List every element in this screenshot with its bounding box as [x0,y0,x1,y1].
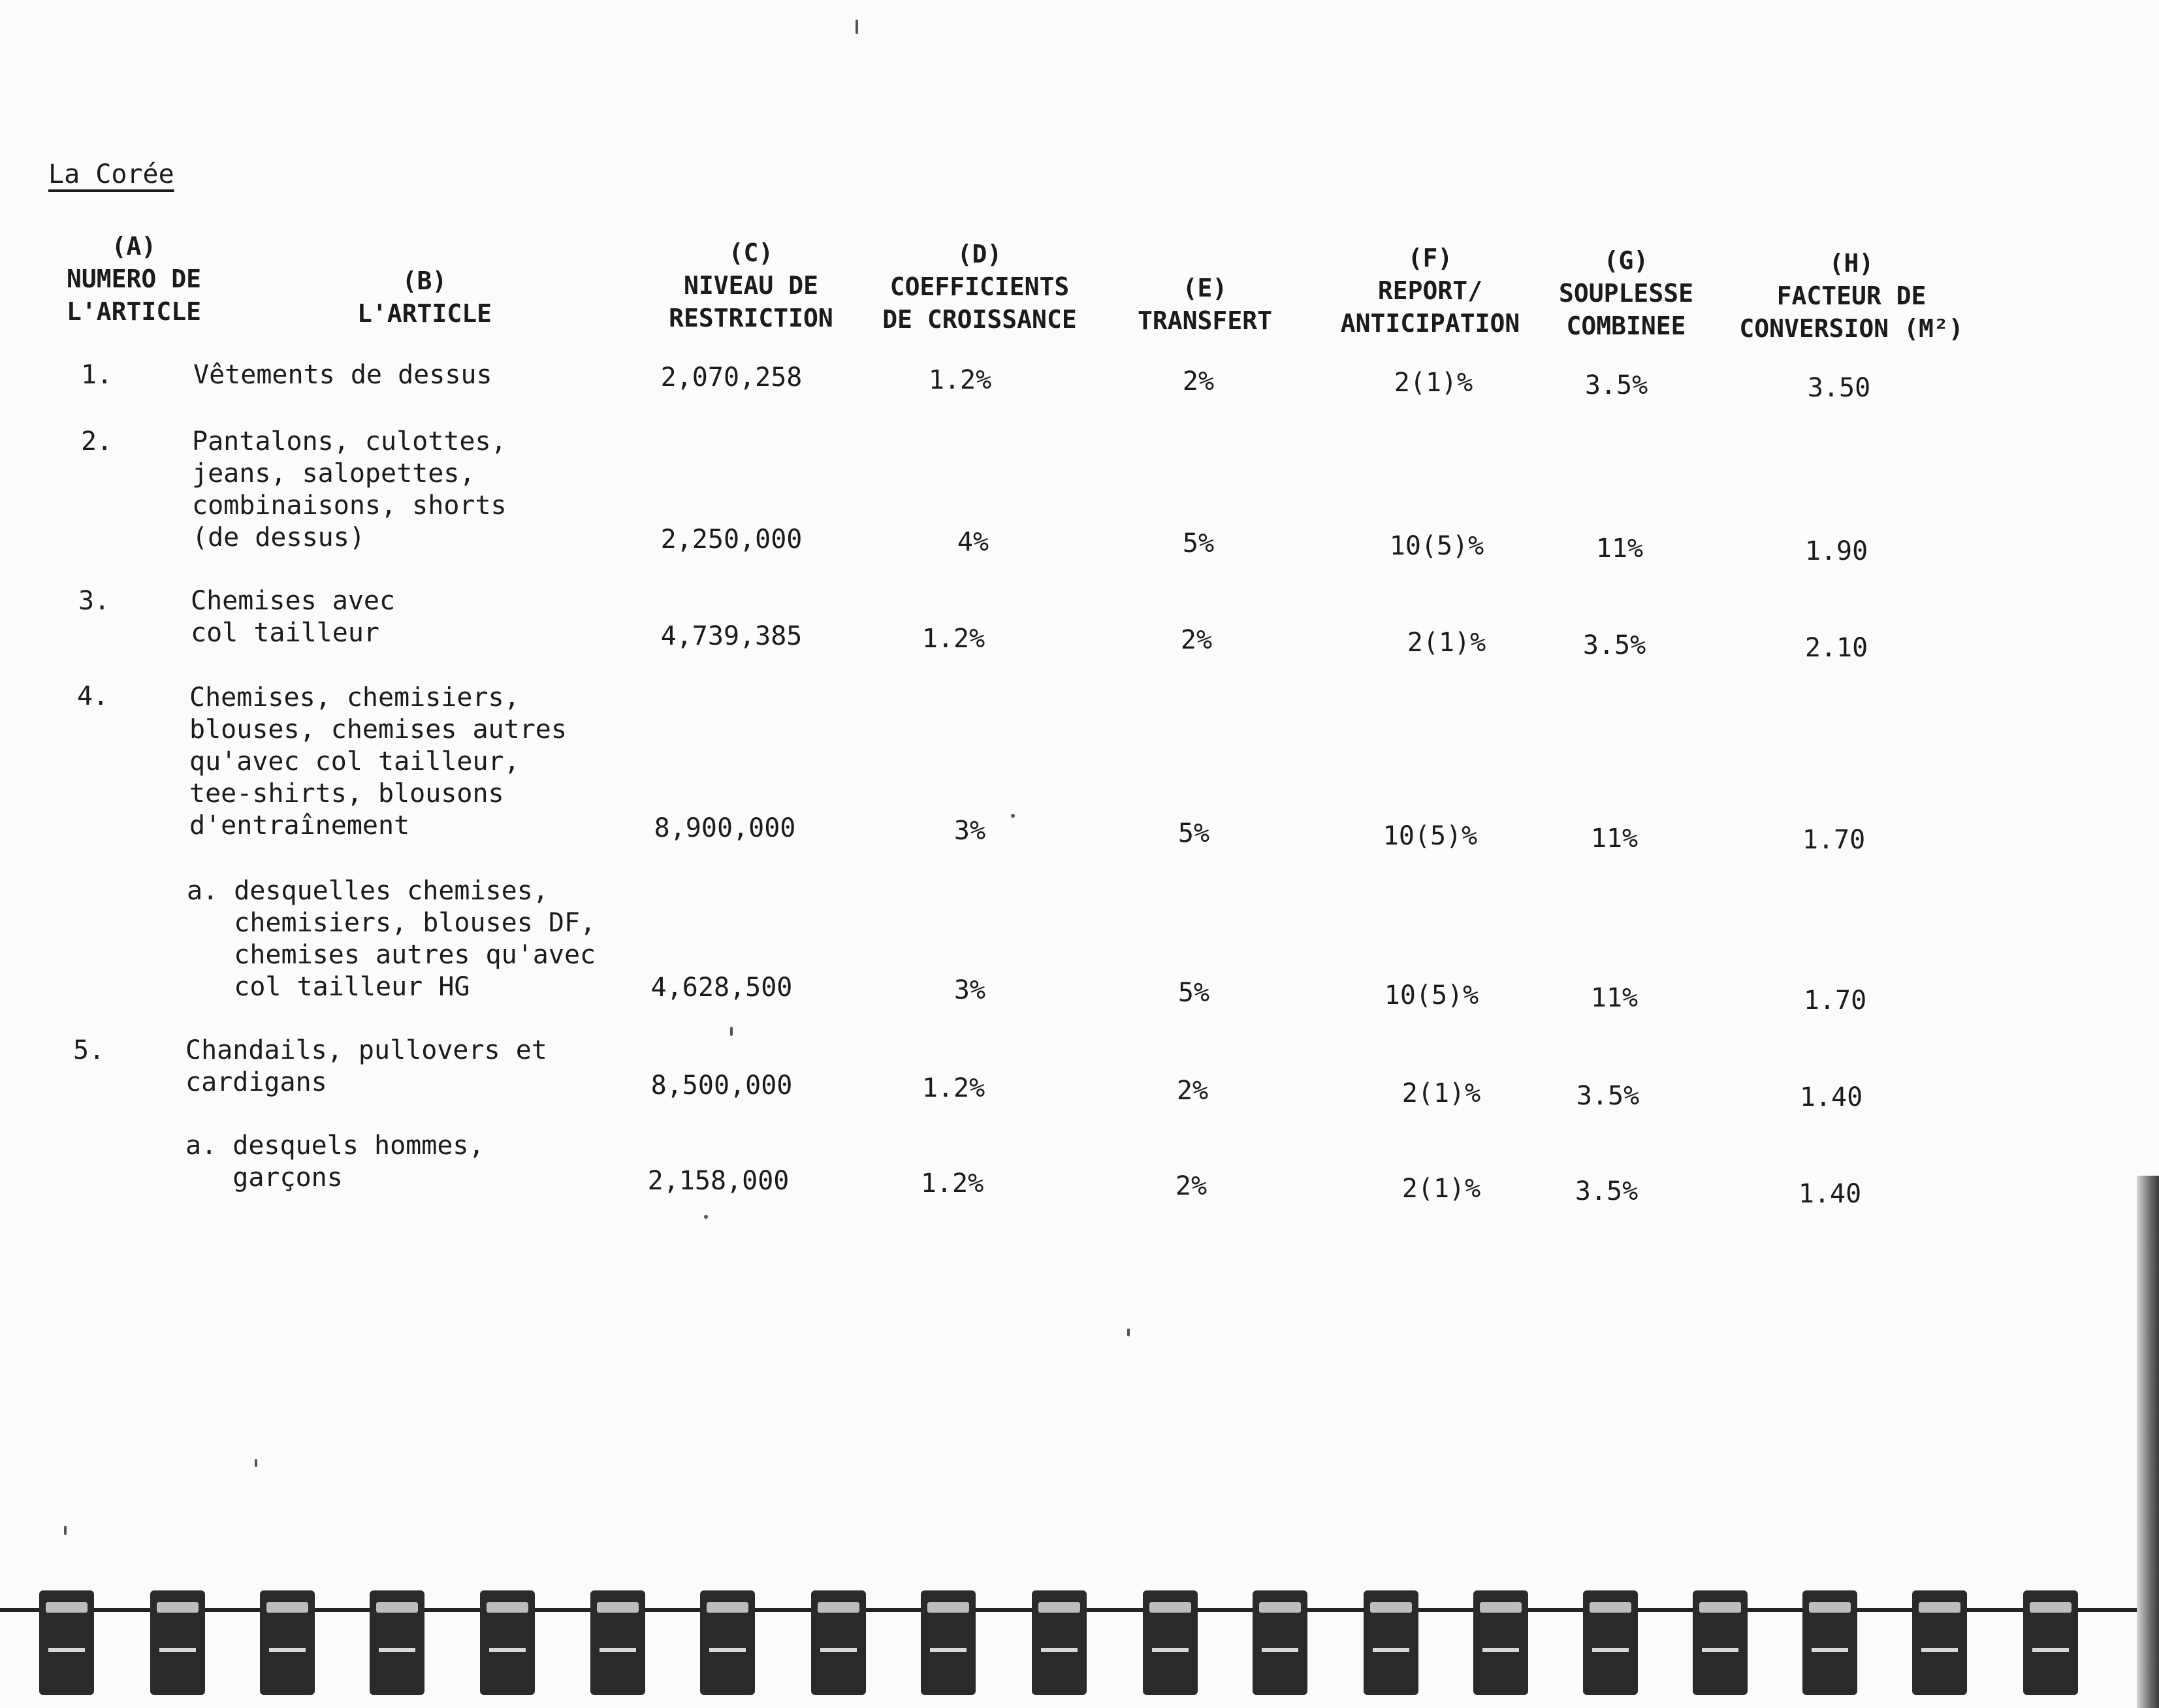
header-col-g-line2: COMBINEE [1566,312,1686,340]
binding-ring [1143,1590,1198,1695]
binding-ring [921,1590,976,1695]
header-col-d-line1: COEFFICIENTS [889,272,1070,301]
row-3-report: 2(1)% [1407,628,1486,658]
header-col-d [862,238,1097,336]
row-5-number: 5. [73,1035,105,1065]
row-2-souplesse: 11% [1595,534,1644,564]
row-4-report: 10(5)% [1383,821,1478,851]
scan-speck [856,20,858,34]
scan-speck [704,1215,708,1219]
binding-ring [260,1590,315,1695]
document-title: La Corée [48,159,174,189]
row-5-transfert: 2% [1176,1076,1209,1106]
header-col-h [1731,247,1972,345]
row-4a-report: 10(5)% [1384,980,1479,1010]
row-1-conversion: 3.50 [1807,373,1871,403]
row-3-souplesse: 3.5% [1582,630,1646,660]
scan-speck [255,1459,257,1467]
row-2-restriction: 2,250,000 [660,524,803,555]
binding-ring [811,1590,866,1695]
binding-ring [370,1590,424,1695]
binding-ring [1912,1590,1967,1695]
row-1-article: Vêtements de dessus [193,360,492,390]
row-5-croissance: 1.2% [921,1073,985,1103]
scan-speck [1011,814,1015,818]
binding-ring [39,1590,94,1695]
row-4-article: Chemises, chemisiers, blouses, chemises autres qu'avec col tailleur, tee-shirts, blousons d'entraînement [189,683,567,841]
row-5-report: 2(1)% [1401,1078,1481,1108]
row-2-conversion: 1.90 [1804,536,1868,566]
binding-ring [150,1590,205,1695]
header-col-f [1313,242,1548,340]
row-4-restriction: 8,900,000 [654,813,796,843]
row-5a-transfert: 2% [1175,1171,1207,1201]
binding-ring [1583,1590,1638,1695]
header-col-b-line1: L'ARTICLE [357,299,492,328]
header-col-g [1541,244,1711,342]
header-col-c-letter: (C) [728,238,774,267]
binding-ring [700,1590,755,1695]
row-4a-conversion: 1.70 [1803,986,1867,1016]
row-5a-article: a. desquels hommes, garçons [185,1131,485,1193]
header-col-g-line1: SOUPLESSE [1559,279,1693,308]
row-2-croissance: 4% [957,527,989,557]
row-4-souplesse: 11% [1590,824,1639,854]
row-3-conversion: 2.10 [1804,633,1868,663]
header-col-e-letter: (E) [1182,274,1228,302]
header-col-d-line2: DE CROISSANCE [882,305,1077,334]
binding-ring [1693,1590,1748,1695]
row-2-article: Pantalons, culottes, jeans, salopettes, combinaisons, shorts (de dessus) [192,427,507,553]
row-2-transfert: 5% [1182,528,1215,558]
header-col-h-line2: CONVERSION (M²) [1739,314,1964,343]
row-2-report: 10(5)% [1389,531,1484,561]
header-col-a [39,230,229,328]
binding-ring [590,1590,645,1695]
header-col-b [327,265,522,330]
binding-ring [2023,1590,2078,1695]
header-col-c-line1: NIVEAU DE [684,271,818,300]
row-5a-restriction: 2,158,000 [647,1166,790,1196]
row-4a-restriction: 4,628,500 [650,973,793,1003]
row-4a-souplesse: 11% [1590,983,1639,1013]
row-4-number: 4. [77,681,109,711]
binding-ring [1364,1590,1418,1695]
header-col-e [1120,272,1290,337]
row-5a-conversion: 1.40 [1798,1179,1862,1209]
header-col-h-line1: FACTEUR DE [1776,282,1927,310]
binding-ring [1473,1590,1528,1695]
header-col-g-letter: (G) [1603,246,1649,275]
row-3-transfert: 2% [1180,625,1213,655]
scan-speck [64,1526,67,1535]
row-4-transfert: 5% [1177,818,1210,848]
header-col-a-letter: (A) [111,232,157,261]
row-3-article: Chemises avec col tailleur [191,586,396,648]
row-3-number: 3. [78,586,110,616]
row-4a-article: a. desquelles chemises, chemisiers, blouses DF, chemises autres qu'avec col tailleur HG [187,876,596,1002]
scan-speck [1127,1329,1130,1336]
row-1-number: 1. [81,360,113,390]
scan-speck [730,1027,733,1036]
row-1-transfert: 2% [1182,366,1215,396]
header-col-a-line1: NUMERO DE [67,265,201,293]
row-2-number: 2. [81,427,113,457]
header-col-h-letter: (H) [1829,249,1874,278]
row-4a-croissance: 3% [953,975,986,1005]
row-5a-croissance: 1.2% [920,1168,984,1199]
row-1-report: 2(1)% [1394,368,1473,398]
binding-ring [1032,1590,1087,1695]
header-col-a-line2: L'ARTICLE [67,297,201,326]
header-col-e-line1: TRANSFERT [1138,306,1272,335]
header-col-c-line2: RESTRICTION [669,304,833,332]
row-4-croissance: 3% [953,816,986,846]
row-4a-transfert: 5% [1177,978,1210,1008]
row-3-restriction: 4,739,385 [660,621,803,651]
row-5a-souplesse: 3.5% [1575,1176,1639,1206]
header-col-f-line2: ANTICIPATION [1340,309,1520,338]
row-4-conversion: 1.70 [1802,825,1866,855]
binding-ring [480,1590,535,1695]
row-1-souplesse: 3.5% [1584,370,1648,400]
header-col-b-letter: (B) [402,266,447,295]
row-1-restriction: 2,070,258 [660,363,803,393]
row-5-conversion: 1.40 [1799,1082,1863,1112]
page-stack-edge [2137,1176,2159,1708]
row-5-restriction: 8,500,000 [650,1071,793,1101]
row-3-croissance: 1.2% [921,624,985,654]
row-5-article: Chandails, pullovers et cardigans [185,1035,547,1097]
header-col-d-letter: (D) [957,240,1002,268]
binding-ring [1802,1590,1857,1695]
row-5-souplesse: 3.5% [1576,1081,1640,1111]
header-col-c [653,236,849,334]
header-col-f-letter: (F) [1407,244,1453,272]
row-1-croissance: 1.2% [928,365,992,395]
binding-ring [1253,1590,1307,1695]
row-5a-report: 2(1)% [1401,1174,1481,1204]
header-col-f-line1: REPORT/ [1377,276,1483,305]
